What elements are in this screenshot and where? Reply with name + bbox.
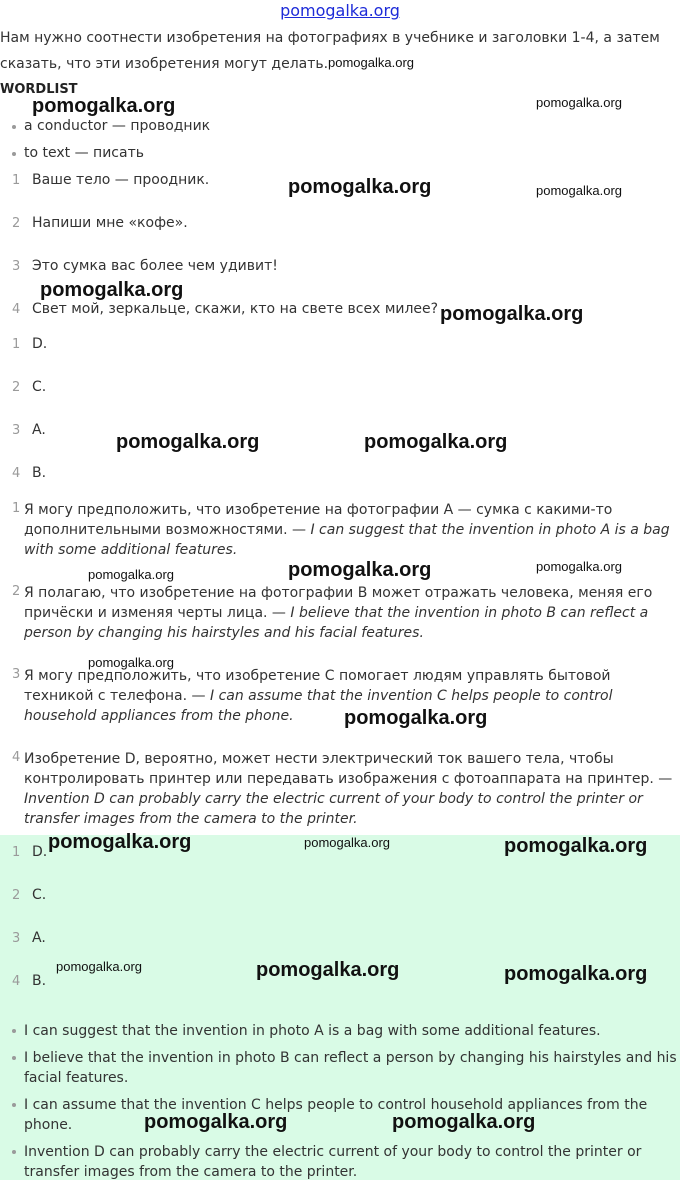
english-answer: Invention D can probably carry the electric current of your body to control the printer or transfer images from the camera to the printer.: [24, 1142, 678, 1182]
explanation-en: I can suggest that the invention in photo A is a bag with some additional features.: [24, 522, 670, 558]
watermark: pomogalka.org: [40, 279, 184, 301]
watermark: pomogalka.org: [116, 431, 260, 453]
explanation-item: [24, 583, 678, 643]
watermark: pomogalka.org: [328, 55, 414, 70]
list-number: 3: [12, 423, 21, 438]
watermark: pomogalka.org: [504, 963, 648, 985]
watermark: pomogalka.org: [536, 95, 622, 110]
list-number: 4: [12, 974, 21, 989]
answer-item: A.: [32, 422, 46, 438]
list-number: 2: [12, 888, 21, 903]
list-number: 3: [12, 667, 21, 682]
list-number: 1: [12, 173, 21, 188]
explanation-en: Invention D can probably carry the electric current of your body to control the printer or transfer images from the camera to the printer.: [24, 791, 643, 827]
explanation-item: [24, 500, 678, 560]
watermark: pomogalka.org: [392, 1111, 536, 1133]
list-number: 4: [12, 750, 21, 765]
answer-item: C.: [32, 887, 47, 903]
watermark: pomogalka.org: [304, 835, 390, 850]
answer-item: D.: [32, 844, 48, 860]
watermark: pomogalka.org: [440, 303, 584, 325]
english-answer: I can assume that the invention C helps people to control household appliances from the phone.: [24, 1095, 678, 1135]
list-number: 3: [12, 931, 21, 946]
english-answer: I can suggest that the invention in photo A is a bag with some additional features.: [24, 1021, 678, 1041]
watermark: pomogalka.org: [536, 183, 622, 198]
explanation-en: I believe that the invention in photo B can reflect a person by changing his hairstyles and his facial features.: [24, 605, 649, 641]
answer-item: B.: [32, 465, 47, 481]
watermark: pomogalka.org: [144, 1111, 288, 1133]
headline-item: Это сумка вас более чем удивит!: [32, 258, 278, 274]
watermark: pomogalka.org: [364, 431, 508, 453]
wordlist-item: a conductor — проводник: [24, 118, 211, 134]
task-intro: Нам нужно соотнести изобретения на фотографиях в учебнике и заголовки 1-4, а затем сказать, что эти изобретения могут делать.: [0, 30, 660, 72]
answer-item: C.: [32, 379, 47, 395]
list-number: 2: [12, 216, 21, 231]
watermark: pomogalka.org: [56, 959, 142, 974]
explanation-ru: Изобретение D, вероятно, может нести электрический ток вашего тела, чтобы контролировать принтер или передавать изображения с фотоаппарата на принтер. —: [24, 751, 673, 787]
wordlist-title: WORDLIST: [0, 82, 78, 97]
watermark: pomogalka.org: [32, 95, 176, 117]
list-number: 3: [12, 259, 21, 274]
answer-item: B.: [32, 973, 47, 989]
list-number: 1: [12, 501, 21, 516]
wordlist-item: to text — писать: [24, 145, 144, 161]
list-number: 2: [12, 584, 21, 599]
watermark: pomogalka.org: [536, 559, 622, 574]
headline-item: Свет мой, зеркальце, скажи, кто на свете всех милее?: [32, 301, 439, 317]
answer-item: A.: [32, 930, 46, 946]
watermark: pomogalka.org: [256, 959, 400, 981]
site-link[interactable]: pomogalka.org: [280, 1, 400, 20]
watermark: pomogalka.org: [504, 835, 648, 857]
list-number: 4: [12, 302, 21, 317]
list-number: 1: [12, 337, 21, 352]
watermark: pomogalka.org: [288, 176, 432, 198]
explanation-ru: Я могу предположить, что изобретение на фотографии A — сумка с какими-то дополнительными возможностями. —: [24, 502, 613, 538]
answer-item: D.: [32, 336, 48, 352]
explanation-item: [24, 749, 678, 829]
headline-item: Ваше тело — проодник.: [32, 172, 210, 188]
list-number: 1: [12, 845, 21, 860]
explanation-ru: Я могу предположить, что изобретение C помогает людям управлять бытовой техникой с телефона. —: [24, 668, 611, 704]
explanation-ru: Я полагаю, что изобретение на фотографии B может отражать человека, меняя его причёски и изменяя черты лица. —: [24, 585, 653, 621]
headline-item: Напиши мне «кофе».: [32, 215, 188, 231]
list-number: 4: [12, 466, 21, 481]
watermark: pomogalka.org: [88, 655, 174, 670]
english-answer: I believe that the invention in photo B can reflect a person by changing his hairstyles and his facial features.: [24, 1050, 677, 1086]
watermark: pomogalka.org: [288, 559, 432, 581]
explanation-en: I can assume that the invention C helps people to control household appliances from the phone.: [24, 688, 613, 724]
watermark: pomogalka.org: [48, 831, 192, 853]
watermark: pomogalka.org: [344, 707, 488, 729]
list-number: 2: [12, 380, 21, 395]
watermark: pomogalka.org: [88, 567, 174, 582]
